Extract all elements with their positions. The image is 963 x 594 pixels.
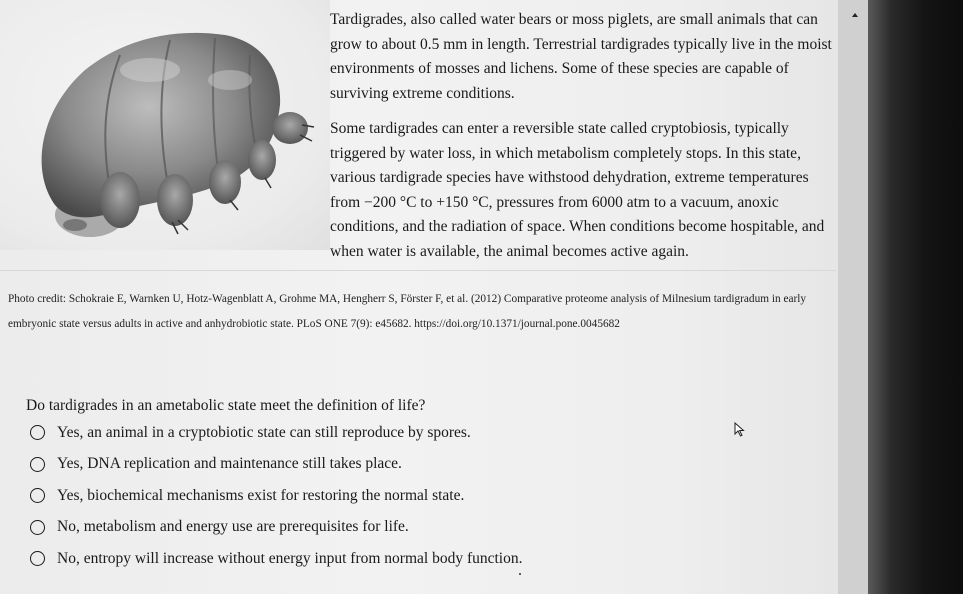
section-divider	[0, 270, 836, 271]
scroll-up-arrow-icon[interactable]	[852, 13, 858, 17]
answer-option-label: Yes, an animal in a cryptobiotic state can still reproduce by spores.	[57, 423, 471, 441]
answer-option-label: Yes, DNA replication and maintenance still takes place.	[57, 455, 402, 473]
answer-options	[30, 417, 522, 575]
mouse-pointer-icon	[734, 422, 746, 438]
radio-button-icon[interactable]	[30, 551, 45, 566]
screen-edge	[868, 0, 963, 594]
answer-option-4[interactable]	[30, 512, 522, 544]
tardigrade-photo	[0, 0, 330, 250]
tardigrade-image-icon	[0, 0, 330, 250]
radio-button-icon[interactable]	[30, 520, 45, 535]
answer-option-3[interactable]	[30, 480, 522, 512]
stray-dot	[519, 573, 521, 575]
radio-button-icon[interactable]	[30, 488, 45, 503]
answer-option-5[interactable]	[30, 543, 522, 575]
radio-button-icon[interactable]	[30, 425, 45, 440]
radio-button-icon[interactable]	[30, 457, 45, 472]
answer-option-2[interactable]	[30, 449, 522, 481]
scrollbar[interactable]	[838, 0, 868, 594]
intro-paragraph-1: Tardigrades, also called water bears or moss piglets, are small animals that can grow to about 0.5 mm in length. Terrestrial tardigrades typically live in the moist environments of mosses and lichens. Some of these species are capable of surviving extreme conditions.	[330, 11, 832, 102]
question-prompt: Do tardigrades in an ametabolic state meet the definition of life?	[26, 397, 426, 414]
intro-paragraph-2: Some tardigrades can enter a reversible state called cryptobiosis, typically triggered by water loss, in which metabolism completely stops. In this state, various tardigrade species have withstood dehydration, extreme temperatures from −200 °C to +150 °C, pressures from 6000 atm to a vacuum, anoxic conditions, and the radiation of space. When conditions become hospitable, and when water is available, the animal becomes active again.	[330, 120, 825, 260]
answer-option-label: Yes, biochemical mechanisms exist for restoring the normal state.	[57, 486, 465, 504]
answer-option-label: No, metabolism and energy use are prerequisites for life.	[57, 518, 409, 536]
photo-credit: Photo credit: Schokraie E, Warnken U, Hotz-Wagenblatt A, Grohme MA, Hengherr S, Förster F, et al. (2012) Comparative proteome analysis of Milnesium tardigradum in early embryonic state versus adults in active and anhydrobiotic state. PLoS ONE 7(9): e45682. https://doi.org/10.1371/journal.pone.0045682	[8, 293, 807, 330]
answer-option-label: No, entropy will increase without energy input from normal body function.	[57, 549, 523, 567]
intro-text	[330, 8, 835, 264]
answer-option-1[interactable]	[30, 417, 522, 449]
